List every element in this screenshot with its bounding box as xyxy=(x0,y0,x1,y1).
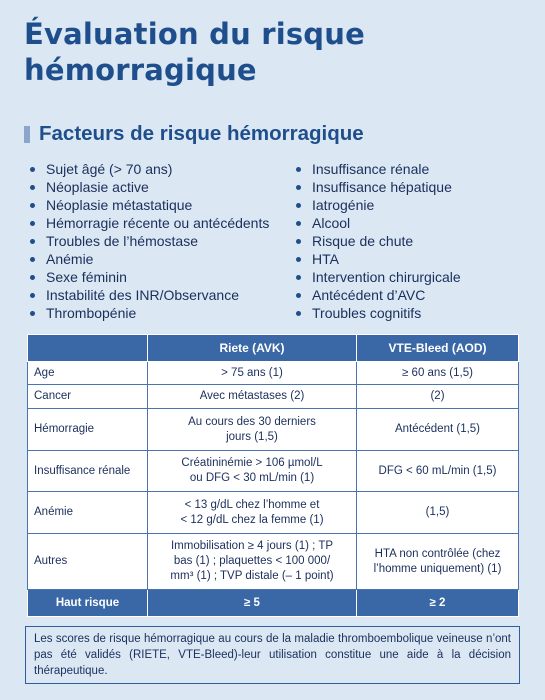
list-item: Instabilité des INR/Observance xyxy=(30,286,292,304)
table-row xyxy=(28,451,519,492)
bullet-icon xyxy=(30,167,35,172)
bullet-icon xyxy=(30,275,35,280)
footnote-text: Les scores de risque hémorragique au cours de la maladie thromboembolique veineuse n’ont pas été validés (RIETE, VTE-Bleed)-leur utilisation constitue une aide à la décision thérapeutique. xyxy=(34,633,511,677)
heading-bar-icon xyxy=(24,126,30,143)
vte-bleed-cell: Antécédent (1,5) xyxy=(357,409,519,451)
list-item: Sexe féminin xyxy=(30,268,292,286)
riete-cell: Créatininémie > 106 µmol/L ou DFG < 30 mL/min (1) xyxy=(148,451,357,492)
bullet-icon xyxy=(296,257,301,262)
table-header-row xyxy=(28,335,519,362)
risk-factor-list-left xyxy=(30,160,292,322)
bullet-icon xyxy=(296,239,301,244)
list-item: Risque de chute xyxy=(296,232,536,250)
vte-bleed-cell: (2) xyxy=(357,385,519,409)
vte-bleed-cell: HTA non contrôlée (chez l’homme uniquement) (1) xyxy=(357,534,519,590)
row-label: Anémie xyxy=(28,492,148,534)
bullet-icon xyxy=(296,311,301,316)
high-risk-label: Haut risque xyxy=(28,590,148,617)
table-row xyxy=(28,362,519,385)
list-item: Antécédent d’AVC xyxy=(296,286,536,304)
bullet-icon xyxy=(30,257,35,262)
row-label: Cancer xyxy=(28,385,148,409)
table-row xyxy=(28,492,519,534)
list-item: HTA xyxy=(296,250,536,268)
list-item: Alcool xyxy=(296,214,536,232)
bullet-icon xyxy=(30,185,35,190)
riete-cell: Avec métastases (2) xyxy=(148,385,357,409)
list-item: Iatrogénie xyxy=(296,196,536,214)
bullet-icon xyxy=(30,293,35,298)
bullet-icon xyxy=(296,221,301,226)
list-item: Anémie xyxy=(30,250,292,268)
vte-bleed-cell: (1,5) xyxy=(357,492,519,534)
title-line-2: hémorragique xyxy=(24,53,257,87)
section-heading xyxy=(24,122,364,146)
high-risk-riete-threshold: ≥ 5 xyxy=(148,590,357,617)
riete-cell: Immobilisation ≥ 4 jours (1) ; TP bas (1) ; plaquettes < 100 000/ mm³ (1) ; TVP distale (– 1 point) xyxy=(148,534,357,590)
riete-cell: Au cours des 30 derniers jours (1,5) xyxy=(148,409,357,451)
bullet-icon xyxy=(296,185,301,190)
row-label: Hémorragie xyxy=(28,409,148,451)
high-risk-vte-bleed-threshold: ≥ 2 xyxy=(357,590,519,617)
list-item: Sujet âgé (> 70 ans) xyxy=(30,160,292,178)
page-title xyxy=(24,16,365,88)
table-row xyxy=(28,534,519,590)
table-row xyxy=(28,409,519,451)
row-label: Insuffisance rénale xyxy=(28,451,148,492)
bullet-icon xyxy=(30,311,35,316)
column-header-empty xyxy=(28,335,148,362)
row-label: Age xyxy=(28,362,148,385)
bullet-icon xyxy=(296,275,301,280)
section-heading-text: Facteurs de risque hémorragique xyxy=(39,122,364,145)
bullet-icon xyxy=(30,221,35,226)
column-header-riete: Riete (AVK) xyxy=(148,335,357,362)
risk-factor-list-right xyxy=(296,160,536,322)
column-header-vte-bleed: VTE-Bleed (AOD) xyxy=(357,335,519,362)
bullet-icon xyxy=(30,239,35,244)
bullet-icon xyxy=(296,167,301,172)
list-item: Insuffisance hépatique xyxy=(296,178,536,196)
high-risk-row xyxy=(28,590,519,617)
bullet-icon xyxy=(296,203,301,208)
list-item: Troubles cognitifs xyxy=(296,304,536,322)
list-item: Insuffisance rénale xyxy=(296,160,536,178)
row-label: Autres xyxy=(28,534,148,590)
riete-cell: > 75 ans (1) xyxy=(148,362,357,385)
list-item: Intervention chirurgicale xyxy=(296,268,536,286)
title-line-1: Évaluation du risque xyxy=(24,17,365,51)
list-item: Troubles de l’hémostase xyxy=(30,232,292,250)
list-item: Néoplasie métastatique xyxy=(30,196,292,214)
bullet-icon xyxy=(30,203,35,208)
bleeding-risk-score-table xyxy=(27,334,519,617)
table-row xyxy=(28,385,519,409)
bullet-icon xyxy=(296,293,301,298)
vte-bleed-cell: ≥ 60 ans (1,5) xyxy=(357,362,519,385)
footnote-box xyxy=(25,626,520,684)
riete-cell: < 13 g/dL chez l’homme et < 12 g/dL chez la femme (1) xyxy=(148,492,357,534)
list-item: Néoplasie active xyxy=(30,178,292,196)
vte-bleed-cell: DFG < 60 mL/min (1,5) xyxy=(357,451,519,492)
list-item: Thrombopénie xyxy=(30,304,292,322)
list-item: Hémorragie récente ou antécédents xyxy=(30,214,292,232)
